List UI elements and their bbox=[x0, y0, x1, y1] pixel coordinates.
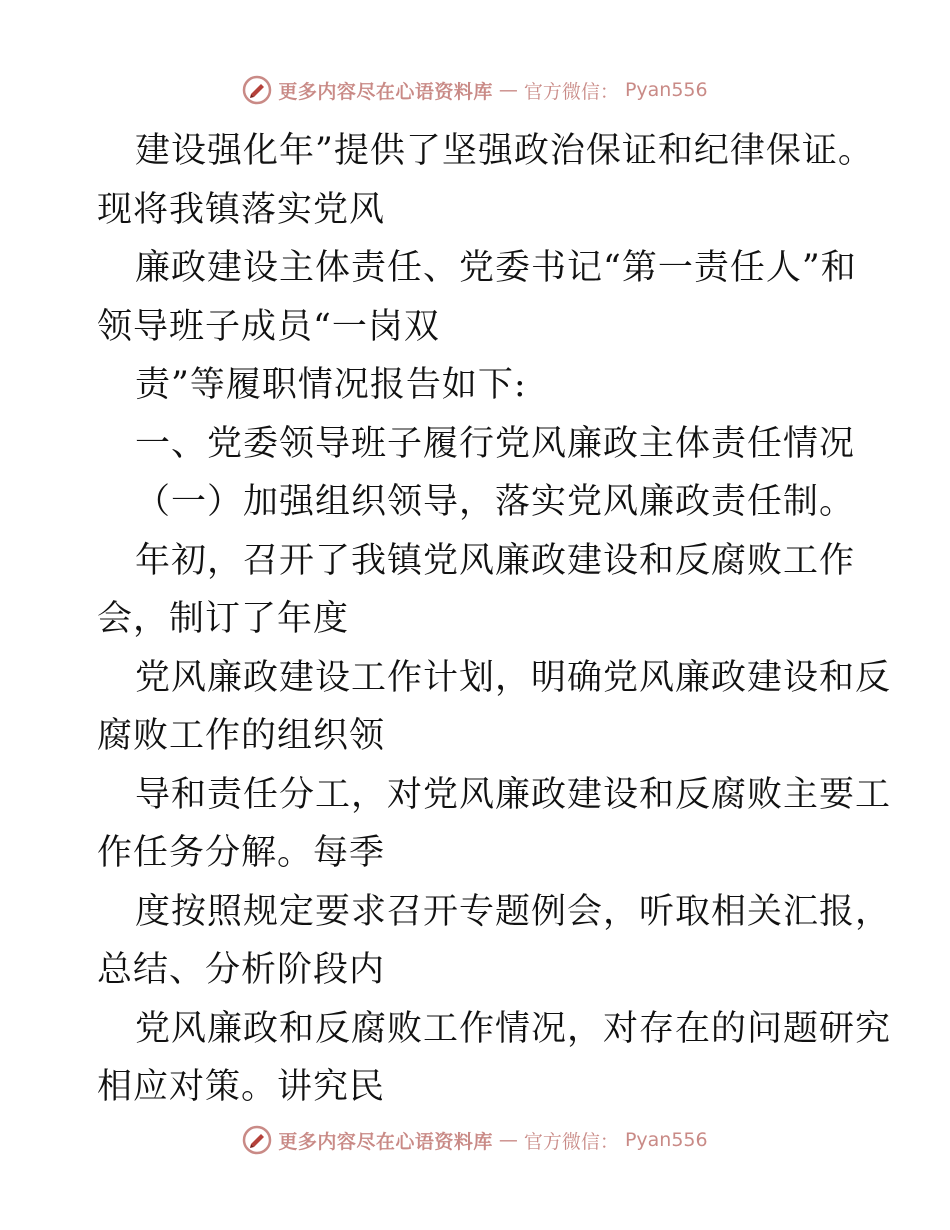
watermark-brand-text: 更多内容尽在心语资料库 bbox=[278, 1130, 493, 1153]
watermark-official-label: 官方微信： bbox=[523, 80, 619, 103]
body-line: 建设强化年”提供了坚强政治保证和纪律保证。 bbox=[135, 131, 874, 171]
watermark-separator: — bbox=[498, 79, 518, 101]
watermark-wechat-id: Pyan556 bbox=[624, 1129, 708, 1151]
watermark-wechat-id: Pyan556 bbox=[624, 79, 708, 101]
book-pen-logo-icon bbox=[242, 1125, 272, 1155]
body-line: 作任务分解。每季 bbox=[97, 833, 386, 873]
watermark-brand-text: 更多内容尽在心语资料库 bbox=[278, 80, 493, 103]
body-line: 导和责任分工，对党风廉政建设和反腐败主要工 bbox=[135, 774, 892, 815]
book-pen-logo-icon bbox=[242, 75, 272, 105]
body-line: 党风廉政建设工作计划，明确党风廉政建设和反 bbox=[135, 657, 892, 698]
body-line: 年初，召开了我镇党风廉政建设和反腐败工作 bbox=[135, 540, 856, 581]
body-line: 相应对策。讲究民 bbox=[97, 1067, 386, 1107]
body-line: 会，制订了年度 bbox=[97, 599, 350, 639]
body-line: 廉政建设主体责任、党委书记“第一责任人”和 bbox=[135, 248, 857, 288]
body-line: 腐败工作的组织领 bbox=[97, 716, 386, 756]
body-line: 党风廉政和反腐败工作情况，对存在的问题研究 bbox=[135, 1008, 892, 1049]
footer-watermark bbox=[0, 1120, 950, 1160]
document-body bbox=[97, 122, 892, 1117]
section-heading: 一、党委领导班子履行党风廉政主体责任情况 bbox=[135, 423, 856, 464]
watermark-separator: — bbox=[498, 1129, 518, 1151]
body-line: 领导班子成员“一岗双 bbox=[97, 306, 440, 347]
header-watermark bbox=[0, 70, 950, 110]
body-line: 度按照规定要求召开专题例会，听取相关汇报， bbox=[135, 891, 892, 932]
body-line: 总结、分析阶段内 bbox=[97, 950, 386, 990]
watermark-official-label: 官方微信： bbox=[523, 1130, 619, 1153]
body-line: 现将我镇落实党风 bbox=[97, 189, 386, 230]
body-line: 责”等履职情况报告如下: bbox=[135, 365, 527, 405]
subsection-heading: （一）加强组织领导，落实党风廉政责任制。 bbox=[135, 482, 856, 522]
